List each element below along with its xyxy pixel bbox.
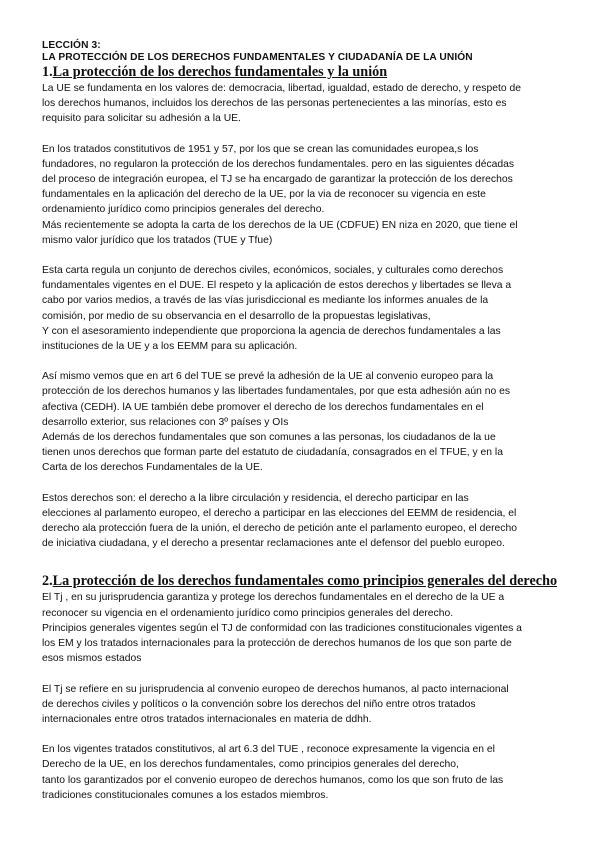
text-line: los derechos humanos, incluidos los derechos de las personas pertenecientes a las minorías, esto es [42, 98, 507, 110]
section-2-number: 2. [42, 573, 53, 590]
text-line: Además de los derechos fundamentales que son comunes a las personas, los ciudadanos de la ue [42, 432, 496, 444]
s1-paragraph-4 [42, 369, 562, 475]
text-line: requisito para solicitar su adhesión a la UE. [42, 113, 241, 125]
lesson-label: LECCIÓN 3: [42, 40, 101, 51]
lesson-title: LA PROTECCIÓN DE LOS DERECHOS FUNDAMENTALES Y CIUDADANÍA DE LA UNIÓN [42, 52, 473, 63]
text-line: tradiciones constitucionales comunes a los estados miembros. [42, 789, 329, 801]
text-line: La UE se fundamenta en los valores de: democracia, libertad, igualdad, estado de derecho, y respeto de [42, 83, 521, 94]
s1-paragraph-2 [42, 142, 562, 248]
s2-paragraph-1 [42, 590, 562, 666]
text-line: del proceso de integración europea, el TJ se ha encargado de garantizar la protección de los derechos [42, 174, 513, 186]
text-line: comisión, por medio de su observancia en el desarrollo de la propuestas legislativas, [42, 310, 431, 322]
text-line: ordenamiento jurídico como principios generales del derecho. [42, 204, 325, 216]
section-1-heading [42, 64, 562, 81]
text-line: Carta de los derechos Fundamentales de la UE. [42, 462, 263, 474]
s1-paragraph-5 [42, 491, 562, 552]
text-line: de iniciativa ciudadana, y el derecho a presentar reclamaciones ante el defensor del pueblo europeo. [42, 538, 505, 550]
text-line: Esta carta regula un conjunto de derechos civiles, económicos, sociales, y culturales como derechos [42, 265, 504, 277]
text-line: Más recientemente se adopta la carta de los derechos de la UE (CDFUE) EN niza en 2020, que tiene el [42, 219, 518, 231]
text-line: En los tratados constitutivos de 1951 y 57, por los que se crean las comunidades europea,s los [42, 143, 479, 155]
text-line: En los vigentes tratados constitutivos, al art 6.3 del TUE , reconoce expresamente la vigencia en el [42, 744, 495, 756]
text-line: derecho ala protección fuera de la unión, el derecho de petición ante el parlamento europeo, el derecho [42, 523, 517, 535]
text-line: instituciones de la UE y a los EEMM para su aplicación. [42, 341, 298, 353]
document-page [42, 40, 562, 803]
text-line: los EM y los tratados internacionales para la protección de derechos humanos de los que son parte de [42, 638, 512, 650]
text-line: fundamentales vigentes en el DUE. El respeto y la aplicación de estos derechos y libertades se lleva a [42, 280, 512, 292]
text-line: Derecho de la UE, en los derechos fundamentales, como principios generales del derecho, [42, 759, 459, 771]
text-line: Así mismo vemos que en art 6 del TUE se prevé la adhesión de la UE al convenio europeo para la [42, 371, 494, 383]
text-line: tienen unos derechos que forman parte del estatuto de ciudadanía, consagrados en el TFUE, y en la [42, 447, 503, 459]
section-1-number: 1. [42, 64, 53, 80]
text-line: El Tj , en su jurisprudencia garantiza y protege los derechos fundamentales en el derecho de la UE a [42, 592, 505, 604]
section-2-heading [42, 573, 562, 590]
text-line: afectiva (CEDH). lA UE también debe promover el derecho de los derechos fundamentales en el [42, 401, 484, 413]
text-line: Principios generales vigentes según el TJ de conformidad con las tradiciones constitucionales vigentes a [42, 622, 522, 634]
s1-paragraph-3 [42, 263, 562, 354]
text-line: El Tj se refiere en su jurisprudencia al convenio europeo de derechos humanos, al pacto internacional [42, 683, 509, 695]
section-1-title: La protección de los derechos fundamentales y la unión [52, 64, 388, 80]
text-line: elecciones al parlamento europeo, el derecho a participar en las elecciones del EEMM de residencia, el [42, 507, 517, 519]
s2-paragraph-3 [42, 742, 562, 803]
section-2-title: La protección de los derechos fundamentales como principios generales del derecho [52, 573, 558, 590]
text-line: tanto los garantizados por el convenio europeo de derechos humanos, como los que son fruto de las [42, 774, 504, 786]
text-line: de derechos civiles y políticos o la convención sobre los derechos del niño entre otros tratados [42, 698, 476, 710]
text-line: protección de los derechos humanos y las libertades fundamentales, por que esta adhesión aún no es [42, 386, 511, 398]
text-line: Estos derechos son: el derecho a la libre circulación y residencia, el derecho participar en las [42, 492, 469, 504]
text-line: reconocer su vigencia en el ordenamiento jurídico como principios generales del derecho. [42, 607, 454, 619]
text-line: fundamentales en la aplicación del derecho de la UE, por la via de reconocer su vigencia en este [42, 189, 486, 201]
s1-paragraph-1 [42, 81, 562, 127]
text-line: mismo valor jurídico que los tratados (TUE y Tfue) [42, 234, 273, 246]
text-line: Y con el asesoramiento independiente que proporciona la agencia de derechos fundamentales a las [42, 325, 501, 337]
text-line: cabo por varios medios, a través de las vías jurisdiccional es mediante los informes anuales de la [42, 295, 489, 307]
text-line: desarrollo exterior, sus relaciones con 3º países y OIs [42, 416, 289, 428]
s2-paragraph-2 [42, 682, 562, 728]
text-line: internacionales entre otros tratados internacionales en materia de ddhh. [42, 713, 372, 725]
text-line: esos mismos estados [42, 653, 142, 665]
text-line: fundadores, no regularon la protección de los derechos fundamentales. pero en las siguientes décadas [42, 158, 515, 170]
